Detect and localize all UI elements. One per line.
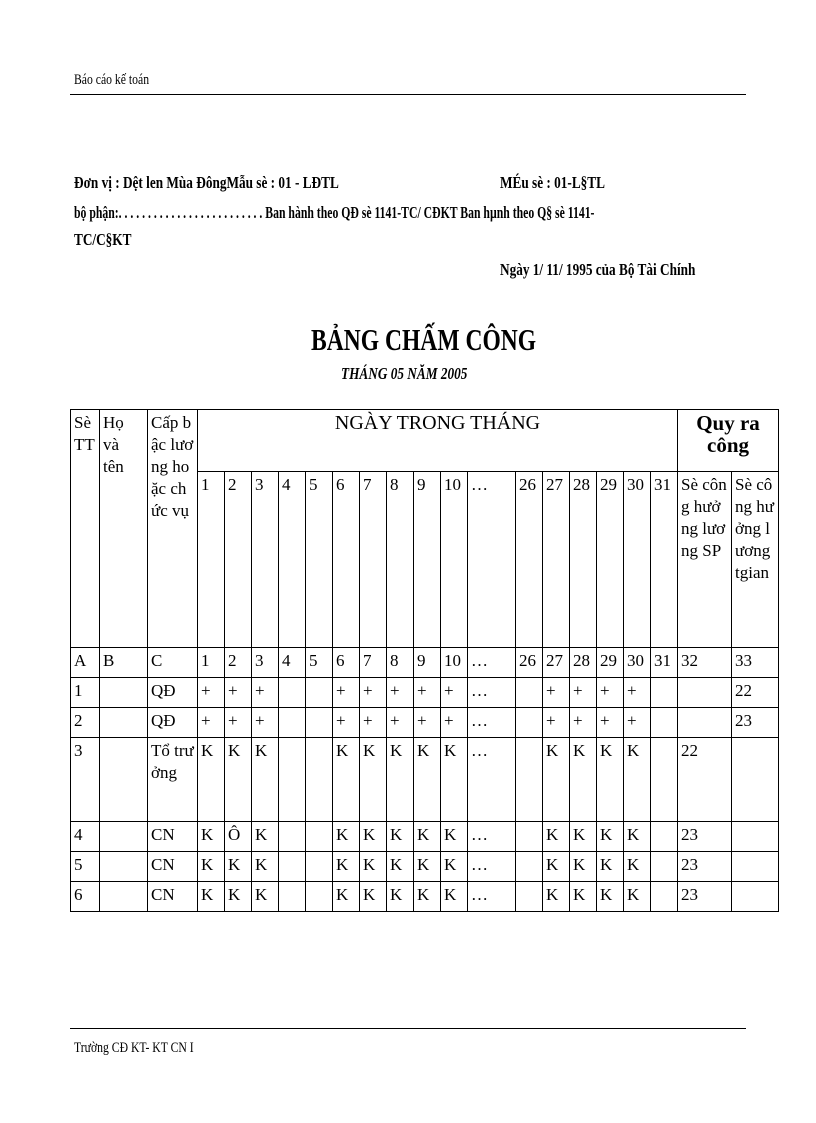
day-mark-cell [279, 822, 306, 852]
day-mark-cell: K [543, 882, 570, 912]
row-quy-sp-cell: 22 [678, 738, 732, 822]
day-mark-cell: K [543, 738, 570, 822]
day-header: 3 [252, 472, 279, 648]
day-mark-cell: K [198, 738, 225, 822]
day-header: 30 [624, 472, 651, 648]
day-mark-cell [651, 822, 678, 852]
footer-rule [70, 1028, 746, 1029]
day-mark-cell: + [414, 678, 441, 708]
attendance-table [70, 409, 779, 912]
code-cell: 33 [732, 648, 779, 678]
row-quy-sp-cell [678, 708, 732, 738]
day-mark-cell [306, 738, 333, 822]
code-cell: 2 [225, 648, 252, 678]
header-quy-tgian: Sè công hưởng lương tgian [732, 472, 779, 648]
code-cell: 26 [516, 648, 543, 678]
day-mark-cell: + [198, 678, 225, 708]
day-header: 8 [387, 472, 414, 648]
day-mark-cell: K [441, 852, 468, 882]
day-mark-cell: Ô [225, 822, 252, 852]
code-cell: 31 [651, 648, 678, 678]
day-mark-cell: K [252, 822, 279, 852]
page-subtitle [341, 364, 503, 384]
row-rank-cell: QĐ [148, 708, 198, 738]
code-cell: 29 [597, 648, 624, 678]
row-quy-tgian-cell [732, 882, 779, 912]
day-header: 27 [543, 472, 570, 648]
row-quy-sp-cell: 23 [678, 822, 732, 852]
day-mark-cell: K [543, 822, 570, 852]
row-rank-cell: QĐ [148, 678, 198, 708]
document-footer [74, 1040, 227, 1057]
day-mark-cell: K [225, 852, 252, 882]
day-mark-cell: + [387, 678, 414, 708]
row-rank-cell: Tổ trưởng [148, 738, 198, 822]
day-mark-cell: K [198, 852, 225, 882]
table-row [71, 738, 779, 822]
day-mark-cell: + [624, 678, 651, 708]
day-mark-cell: + [441, 678, 468, 708]
day-mark-cell: + [624, 708, 651, 738]
code-cell: 28 [570, 648, 597, 678]
day-mark-cell: K [441, 738, 468, 822]
day-mark-cell: + [198, 708, 225, 738]
day-mark-cell: K [198, 822, 225, 852]
table-row [71, 678, 779, 708]
code-cell: C [148, 648, 198, 678]
row-quy-tgian-cell [732, 852, 779, 882]
day-mark-cell [516, 738, 543, 822]
header-days-group: NGÀY TRONG THÁNG [198, 410, 678, 472]
day-mark-cell: + [225, 678, 252, 708]
day-mark-cell: K [225, 738, 252, 822]
footer-text: Trường CĐ KT- KT CN I [74, 1040, 194, 1056]
day-mark-cell [306, 708, 333, 738]
day-mark-cell: … [468, 738, 516, 822]
row-stt-cell: 5 [71, 852, 100, 882]
day-mark-cell: + [387, 708, 414, 738]
table-row [71, 852, 779, 882]
day-header: 26 [516, 472, 543, 648]
header-row-1 [71, 410, 779, 472]
employee-rows [71, 678, 779, 912]
day-mark-cell: K [387, 822, 414, 852]
code-cell: 3 [252, 648, 279, 678]
day-mark-cell: K [360, 738, 387, 822]
day-mark-cell: + [252, 678, 279, 708]
day-mark-cell [306, 678, 333, 708]
day-mark-cell: … [468, 822, 516, 852]
row-quy-tgian-cell [732, 822, 779, 852]
code-cell: 1 [198, 648, 225, 678]
day-mark-cell: … [468, 882, 516, 912]
day-mark-cell: K [360, 852, 387, 882]
day-mark-cell: K [543, 852, 570, 882]
day-header: 1 [198, 472, 225, 648]
day-mark-cell [516, 852, 543, 882]
day-header: 28 [570, 472, 597, 648]
day-mark-cell: + [360, 678, 387, 708]
row-name-cell [100, 678, 148, 708]
day-mark-cell [516, 708, 543, 738]
day-mark-cell: K [624, 822, 651, 852]
day-header: 2 [225, 472, 252, 648]
decree-code: TC/C§KT [74, 230, 132, 249]
row-name-cell [100, 738, 148, 822]
day-mark-cell: K [252, 882, 279, 912]
day-mark-cell: + [543, 678, 570, 708]
code-cell: 8 [387, 648, 414, 678]
day-mark-cell [516, 882, 543, 912]
decree-date-line [500, 260, 751, 280]
day-header: 5 [306, 472, 333, 648]
day-mark-cell: K [414, 852, 441, 882]
row-quy-sp-cell [678, 678, 732, 708]
unit-line [74, 173, 414, 193]
code-cell: 27 [543, 648, 570, 678]
day-mark-cell [651, 882, 678, 912]
day-mark-cell: + [414, 708, 441, 738]
day-mark-cell [651, 708, 678, 738]
day-mark-cell: K [597, 822, 624, 852]
code-cell: 5 [306, 648, 333, 678]
day-mark-cell: K [252, 852, 279, 882]
day-mark-cell: K [333, 882, 360, 912]
day-mark-cell [516, 822, 543, 852]
day-mark-cell: K [414, 738, 441, 822]
code-cell: B [100, 648, 148, 678]
table-row [71, 708, 779, 738]
day-mark-cell: + [441, 708, 468, 738]
day-mark-cell: K [198, 882, 225, 912]
day-mark-cell: K [624, 882, 651, 912]
day-mark-cell: + [252, 708, 279, 738]
day-mark-cell: K [570, 852, 597, 882]
day-mark-cell: K [570, 822, 597, 852]
day-mark-cell: K [624, 738, 651, 822]
table-row [71, 822, 779, 852]
header-text: Báo cáo kế toán [74, 72, 150, 88]
row-quy-tgian-cell: 22 [732, 678, 779, 708]
day-mark-cell: + [570, 708, 597, 738]
code-cell: 4 [279, 648, 306, 678]
day-mark-cell [651, 678, 678, 708]
day-mark-cell: K [360, 822, 387, 852]
code-cell: 7 [360, 648, 387, 678]
code-cell: 32 [678, 648, 732, 678]
row-quy-tgian-cell: 23 [732, 708, 779, 738]
page-title [311, 322, 607, 358]
day-mark-cell [279, 852, 306, 882]
day-header: 31 [651, 472, 678, 648]
day-mark-cell [651, 852, 678, 882]
row-stt-cell: 4 [71, 822, 100, 852]
day-header: 4 [279, 472, 306, 648]
row-rank-cell: CN [148, 852, 198, 882]
day-mark-cell: + [543, 708, 570, 738]
page-title-text: BẢNG CHẤM CÔNG [311, 322, 537, 357]
day-mark-cell [279, 882, 306, 912]
day-mark-cell: + [597, 678, 624, 708]
day-mark-cell: K [333, 738, 360, 822]
day-header: 10 [441, 472, 468, 648]
day-mark-cell: + [225, 708, 252, 738]
row-rank-cell: CN [148, 822, 198, 852]
row-stt-cell: 6 [71, 882, 100, 912]
day-mark-cell [516, 678, 543, 708]
header-stt: Sè TT [71, 410, 100, 648]
day-mark-cell: K [441, 822, 468, 852]
code-cell: … [468, 648, 516, 678]
day-mark-cell: K [360, 882, 387, 912]
document-header [74, 72, 170, 89]
day-mark-cell [306, 882, 333, 912]
row-quy-sp-cell: 23 [678, 882, 732, 912]
day-mark-cell: K [333, 822, 360, 852]
day-mark-cell [306, 852, 333, 882]
row-name-cell [100, 882, 148, 912]
row-name-cell [100, 822, 148, 852]
day-mark-cell: … [468, 708, 516, 738]
unit-info: Đơn vị : Dệt len Mùa ĐôngMẫu sè : 01 - LĐTL [74, 173, 339, 192]
day-mark-cell: K [597, 882, 624, 912]
form-code-line [500, 173, 635, 193]
day-mark-cell: K [414, 882, 441, 912]
day-header: 9 [414, 472, 441, 648]
day-mark-cell: K [387, 852, 414, 882]
day-mark-cell: K [624, 852, 651, 882]
decree-line [74, 230, 148, 250]
code-cell: A [71, 648, 100, 678]
day-header: 7 [360, 472, 387, 648]
day-mark-cell: … [468, 678, 516, 708]
department-info: bộ phận:. . . . . . . . . . . . . . . . . . . . . . . . . Ban hành theo QĐ sè 1141-TC/ CĐKT Ban hµnh theo Q§ sè 1141- [74, 203, 595, 222]
day-header: … [468, 472, 516, 648]
day-mark-cell [651, 738, 678, 822]
header-quy-sp: Sè công hưởng lương SP [678, 472, 732, 648]
day-mark-cell [306, 822, 333, 852]
day-mark-cell: K [414, 822, 441, 852]
day-mark-cell: K [333, 852, 360, 882]
row-quy-tgian-cell [732, 738, 779, 822]
code-cell: 30 [624, 648, 651, 678]
header-rank: Cấp bậc lương hoặc chức vụ [148, 410, 198, 648]
code-cell: 9 [414, 648, 441, 678]
day-mark-cell: + [570, 678, 597, 708]
day-mark-cell: K [597, 852, 624, 882]
code-cell: 6 [333, 648, 360, 678]
department-line [74, 203, 816, 223]
day-mark-cell: K [597, 738, 624, 822]
row-rank-cell: CN [148, 882, 198, 912]
header-quy-group: Quy ra công [678, 410, 779, 472]
day-header: 6 [333, 472, 360, 648]
day-mark-cell [279, 678, 306, 708]
day-mark-cell: + [333, 678, 360, 708]
code-cell: 10 [441, 648, 468, 678]
form-code: MÉu sè : 01-L§TL [500, 173, 605, 192]
row-quy-sp-cell: 23 [678, 852, 732, 882]
row-name-cell [100, 852, 148, 882]
day-mark-cell: K [387, 738, 414, 822]
day-header: 29 [597, 472, 624, 648]
code-row [71, 648, 779, 678]
page-subtitle-text: THÁNG 05 NĂM 2005 [341, 364, 468, 383]
header-name: Họ và tên [100, 410, 148, 648]
day-mark-cell: K [225, 882, 252, 912]
day-mark-cell: K [570, 882, 597, 912]
row-stt-cell: 2 [71, 708, 100, 738]
day-mark-cell: + [333, 708, 360, 738]
day-mark-cell: K [441, 882, 468, 912]
day-mark-cell: K [570, 738, 597, 822]
day-mark-cell: + [360, 708, 387, 738]
row-name-cell [100, 708, 148, 738]
day-mark-cell [279, 708, 306, 738]
row-stt-cell: 3 [71, 738, 100, 822]
day-mark-cell: + [597, 708, 624, 738]
row-stt-cell: 1 [71, 678, 100, 708]
decree-date: Ngày 1/ 11/ 1995 của Bộ Tài Chính [500, 260, 696, 279]
header-rule [70, 94, 746, 95]
day-mark-cell: … [468, 852, 516, 882]
day-mark-cell [279, 738, 306, 822]
day-mark-cell: K [387, 882, 414, 912]
day-mark-cell: K [252, 738, 279, 822]
table-row [71, 882, 779, 912]
